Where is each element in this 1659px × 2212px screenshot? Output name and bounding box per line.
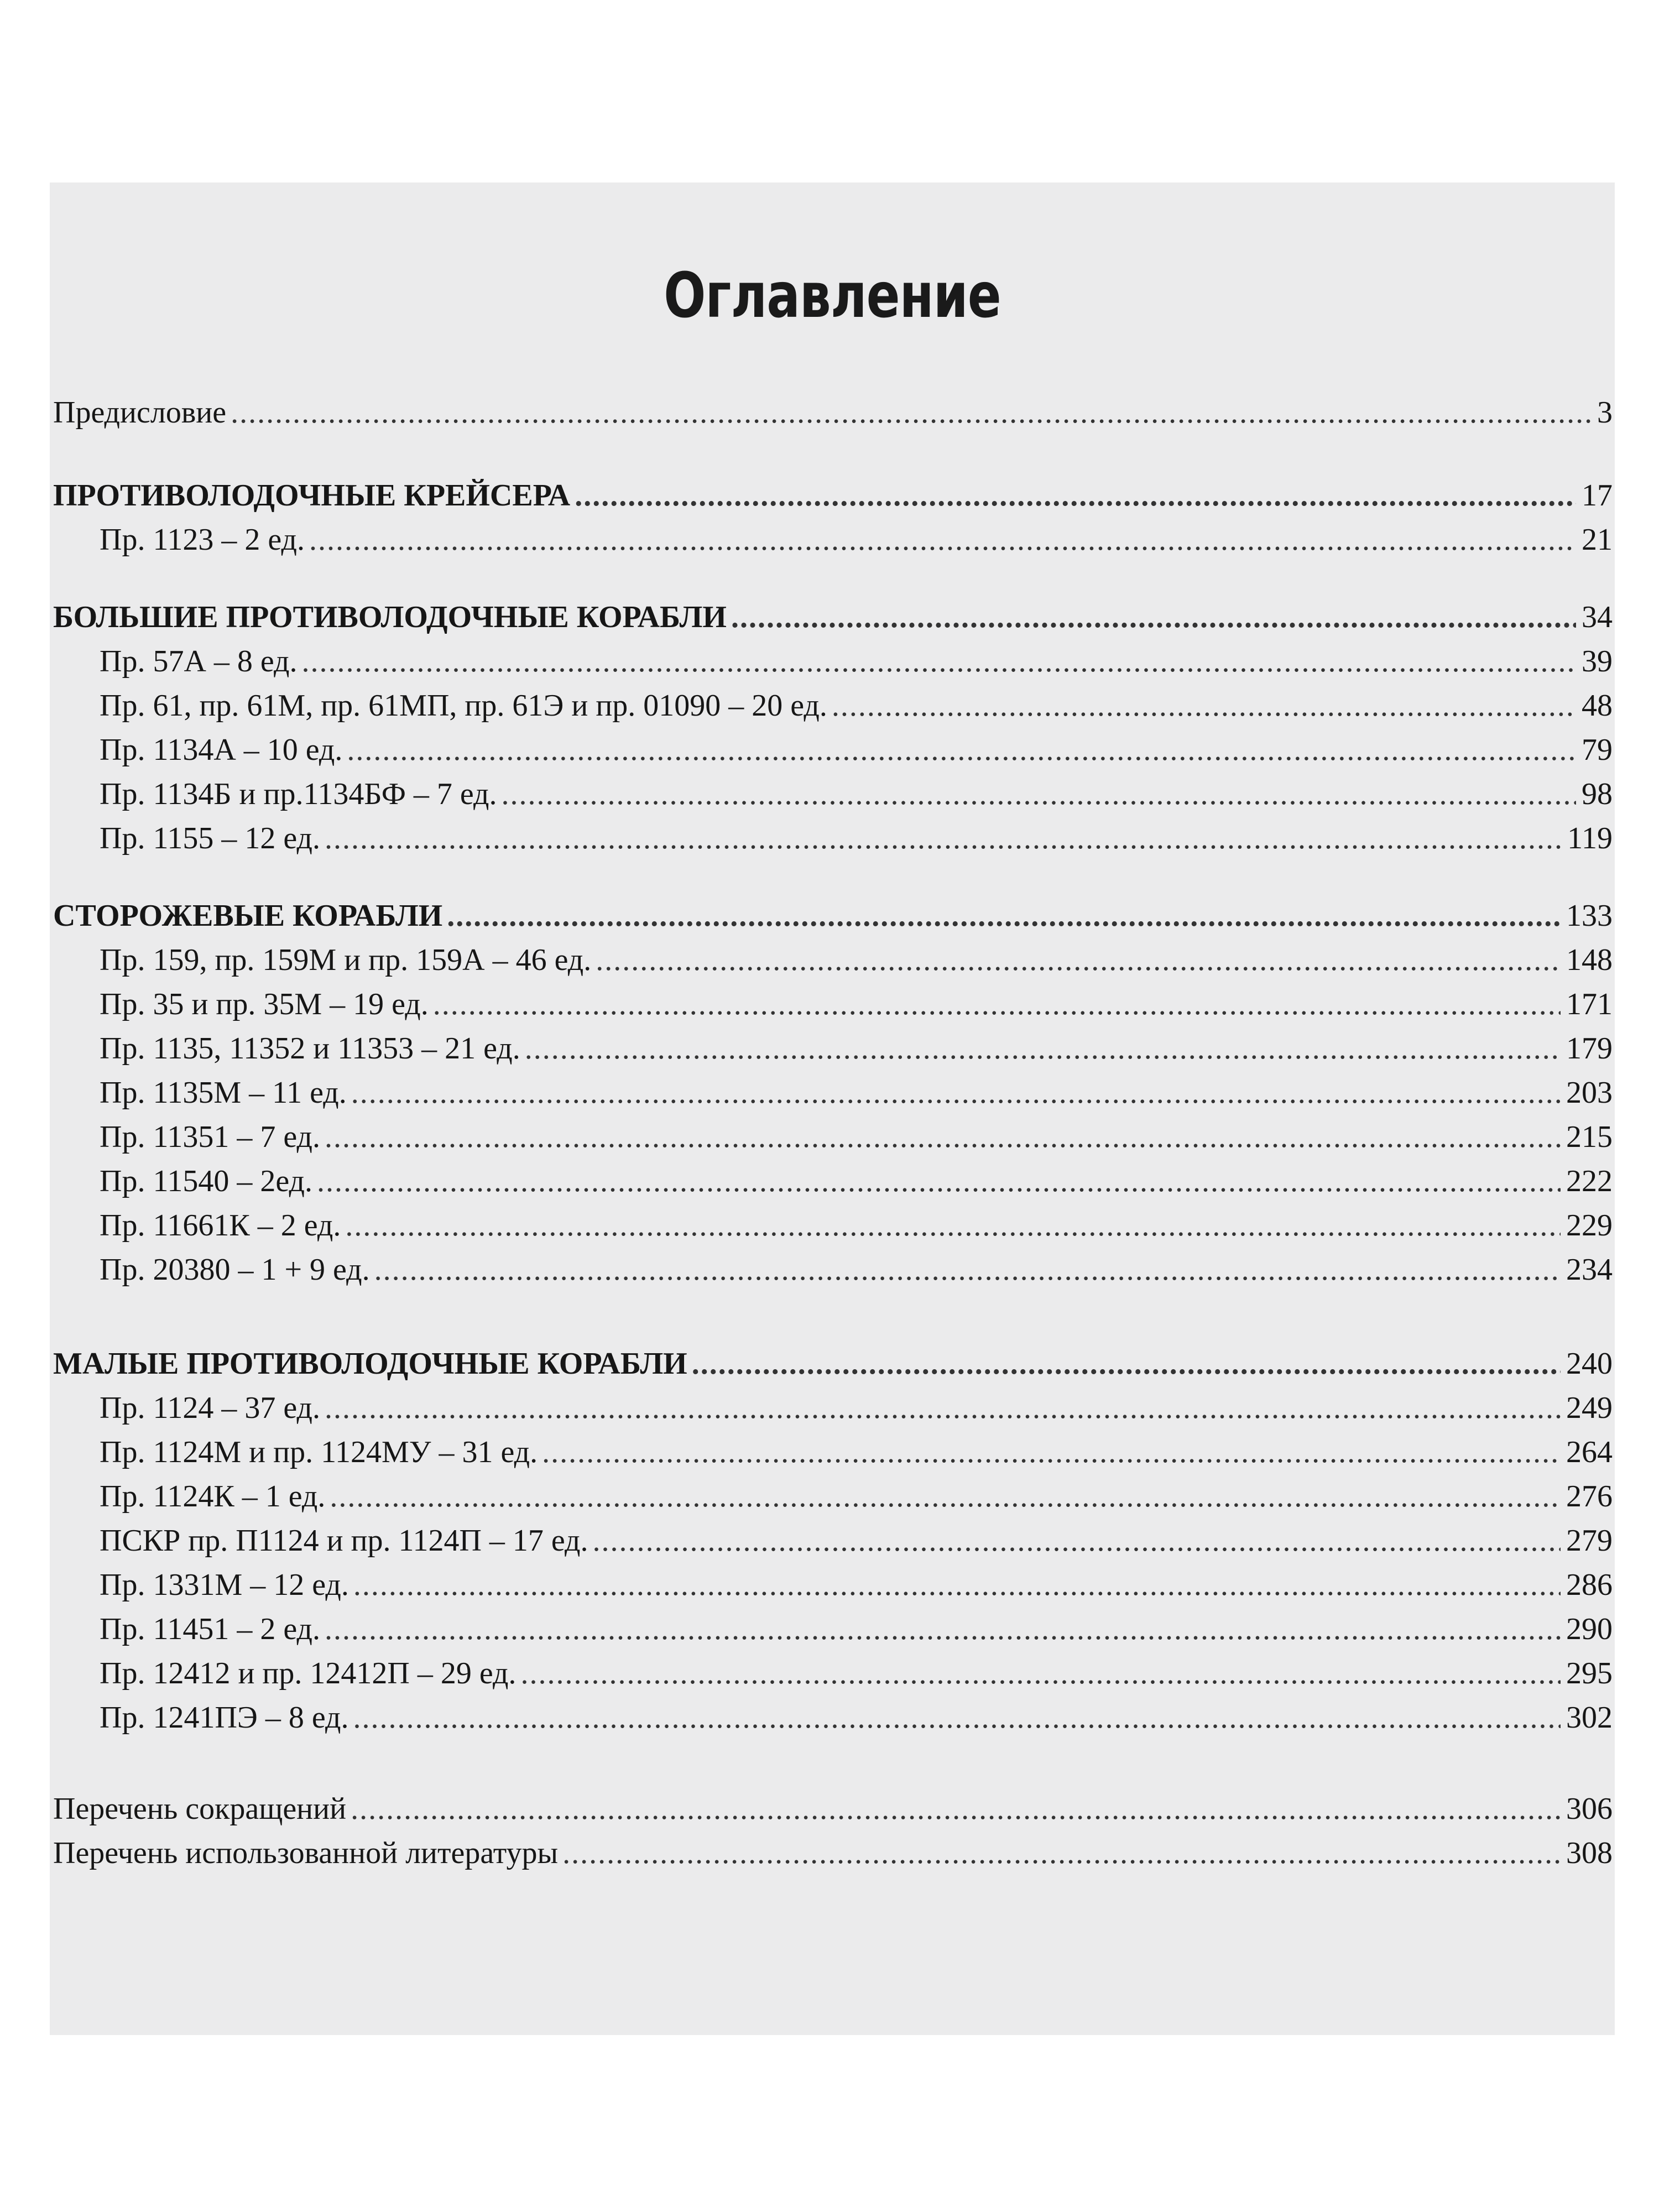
toc-entry	[100, 1073, 1613, 1113]
dot-leader	[231, 393, 1592, 432]
toc-entry-label: Пр. 11540 – 2ед.	[100, 1164, 312, 1198]
toc-entry-label: Пр. 35 и пр. 35М – 19 ед.	[100, 987, 429, 1021]
dot-leader	[731, 597, 1576, 637]
dot-leader	[353, 1698, 1561, 1738]
dot-leader	[542, 1432, 1561, 1472]
dot-leader	[347, 730, 1576, 770]
toc-page-number: 3	[1597, 395, 1613, 430]
toc-entry-label: Пр. 1123 – 2 ед.	[100, 523, 305, 557]
dot-leader	[596, 940, 1561, 980]
toc-page-number: 240	[1566, 1347, 1613, 1381]
toc-entry-label: Пр. 1241ПЭ – 8 ед.	[100, 1700, 349, 1735]
toc-page-number: 290	[1566, 1612, 1613, 1646]
dot-leader	[520, 1653, 1561, 1693]
toc-entry-label: Пр. 1124М и пр. 1124МУ – 31 ед.	[100, 1435, 538, 1469]
toc-entry	[100, 984, 1613, 1024]
toc-page-number: 98	[1582, 777, 1613, 811]
page-title: Оглавление	[664, 260, 1001, 332]
toc-entry	[100, 1029, 1613, 1068]
toc-entry-label: Перечень использованной литературы	[53, 1836, 559, 1870]
toc-entry	[100, 1521, 1613, 1561]
toc-page-number: 119	[1567, 821, 1613, 855]
toc-entry-label: ПРОТИВОЛОДОЧНЫЕ КРЕЙСЕРА	[53, 478, 571, 513]
toc-page-number: 171	[1566, 987, 1613, 1021]
dot-leader	[325, 818, 1562, 858]
toc-entry	[100, 1698, 1613, 1738]
dot-leader	[325, 1388, 1561, 1428]
toc-entry-label: Пр. 1124К – 1 ед.	[100, 1479, 326, 1514]
toc-page-number: 179	[1566, 1031, 1613, 1066]
dot-leader	[351, 1073, 1561, 1113]
toc-section-entry	[53, 476, 1613, 515]
dot-leader	[832, 686, 1576, 726]
toc-page-number: 148	[1566, 943, 1613, 977]
toc-page-number: 306	[1566, 1792, 1613, 1826]
toc-page-number: 279	[1566, 1524, 1613, 1558]
dot-leader	[325, 1117, 1561, 1157]
toc-entry-label: СТОРОЖЕВЫЕ КОРАБЛИ	[53, 899, 443, 933]
dot-leader	[525, 1029, 1561, 1068]
toc-page-number: 21	[1582, 523, 1613, 557]
toc-entry-label: Пр. 1331М – 12 ед.	[100, 1568, 349, 1602]
toc-entry	[100, 1477, 1613, 1516]
toc-page-number: 222	[1566, 1164, 1613, 1198]
toc-entry	[53, 1789, 1613, 1829]
toc-entry-label: Пр. 159, пр. 159М и пр. 159А – 46 ед.	[100, 943, 592, 977]
toc-section-entry	[53, 896, 1613, 936]
toc-entry	[100, 774, 1613, 814]
toc-entry	[100, 1432, 1613, 1472]
toc-page-number: 229	[1566, 1208, 1613, 1243]
toc-entry	[53, 1833, 1613, 1873]
toc-entry-label: Пр. 11451 – 2 ед.	[100, 1612, 320, 1646]
toc-entry-label: Пр. 20380 – 1 + 9 ед.	[100, 1253, 370, 1287]
toc-entry-label: Пр. 1134А – 10 ед.	[100, 733, 343, 767]
book-page	[50, 182, 1615, 2035]
dot-leader	[575, 476, 1576, 515]
toc-entry-label: Пр. 1124 – 37 ед.	[100, 1391, 320, 1425]
toc-entry	[100, 940, 1613, 980]
toc-entry-label: Пр. 1134Б и пр.1134БФ – 7 ед.	[100, 777, 497, 811]
toc-entry-label: Пр. 11661К – 2 ед.	[100, 1208, 341, 1243]
toc-entry	[100, 1206, 1613, 1245]
toc-entry	[100, 1161, 1613, 1201]
toc-page-number: 249	[1566, 1391, 1613, 1425]
toc-page-number: 133	[1566, 899, 1613, 933]
toc-page-number: 203	[1566, 1076, 1613, 1110]
toc-page-number: 34	[1582, 600, 1613, 634]
dot-leader	[330, 1477, 1561, 1516]
dot-leader	[692, 1344, 1561, 1384]
dot-leader	[325, 1609, 1561, 1649]
toc-page-number: 17	[1582, 478, 1613, 513]
toc-page-number: 308	[1566, 1836, 1613, 1870]
toc-page-number: 264	[1566, 1435, 1613, 1469]
toc-section-entry	[53, 597, 1613, 637]
dot-leader	[345, 1206, 1561, 1245]
toc-entry-label: Пр. 11351 – 7 ед.	[100, 1120, 320, 1154]
toc-page-number: 276	[1566, 1479, 1613, 1514]
toc-entry-label: Пр. 1135М – 11 ед.	[100, 1076, 347, 1110]
toc-entry-label: БОЛЬШИЕ ПРОТИВОЛОДОЧНЫЕ КОРАБЛИ	[53, 600, 727, 634]
dot-leader	[562, 1833, 1561, 1873]
toc-entry-label: МАЛЫЕ ПРОТИВОЛОДОЧНЫЕ КОРАБЛИ	[53, 1347, 687, 1381]
toc-page-number: 48	[1582, 688, 1613, 723]
toc-page-number: 295	[1566, 1656, 1613, 1691]
toc-entry-label: Пр. 1155 – 12 ед.	[100, 821, 320, 855]
toc-entry	[100, 1388, 1613, 1428]
toc-entry	[100, 1565, 1613, 1605]
toc-entry	[100, 1117, 1613, 1157]
dot-leader	[353, 1565, 1561, 1605]
toc-entry-label: Перечень сокращений	[53, 1792, 347, 1826]
toc-page-number: 215	[1566, 1120, 1613, 1154]
toc-entry	[100, 1250, 1613, 1290]
table-of-contents	[50, 182, 1615, 2035]
toc-entry	[100, 730, 1613, 770]
toc-entry	[100, 818, 1613, 858]
toc-entry-label: Пр. 61, пр. 61М, пр. 61МП, пр. 61Э и пр. 01090 – 20 ед.	[100, 688, 827, 723]
toc-entry	[53, 393, 1613, 432]
dot-leader	[317, 1161, 1561, 1201]
toc-entry	[100, 686, 1613, 726]
toc-page-number: 39	[1582, 644, 1613, 679]
toc-entry-label: Пр. 1135, 11352 и 11353 – 21 ед.	[100, 1031, 520, 1066]
dot-leader	[309, 520, 1576, 560]
dot-leader	[593, 1521, 1561, 1561]
dot-leader	[351, 1789, 1561, 1829]
toc-page-number: 234	[1566, 1253, 1613, 1287]
toc-entry-label: ПСКР пр. П1124 и пр. 1124П – 17 ед.	[100, 1524, 588, 1558]
dot-leader	[447, 896, 1561, 936]
toc-section-entry	[53, 1344, 1613, 1384]
dot-leader	[374, 1250, 1561, 1290]
toc-entry-label: Пр. 12412 и пр. 12412П – 29 ед.	[100, 1656, 517, 1691]
toc-entry-label: Предисловие	[53, 395, 227, 430]
toc-page-number: 79	[1582, 733, 1613, 767]
toc-entry	[100, 641, 1613, 681]
dot-leader	[502, 774, 1576, 814]
toc-entry	[100, 1609, 1613, 1649]
dot-leader	[302, 641, 1577, 681]
dot-leader	[433, 984, 1561, 1024]
toc-page-number: 286	[1566, 1568, 1613, 1602]
toc-entry	[100, 520, 1613, 560]
toc-entry-label: Пр. 57А – 8 ед.	[100, 644, 298, 679]
toc-entry	[100, 1653, 1613, 1693]
toc-page-number: 302	[1566, 1700, 1613, 1735]
